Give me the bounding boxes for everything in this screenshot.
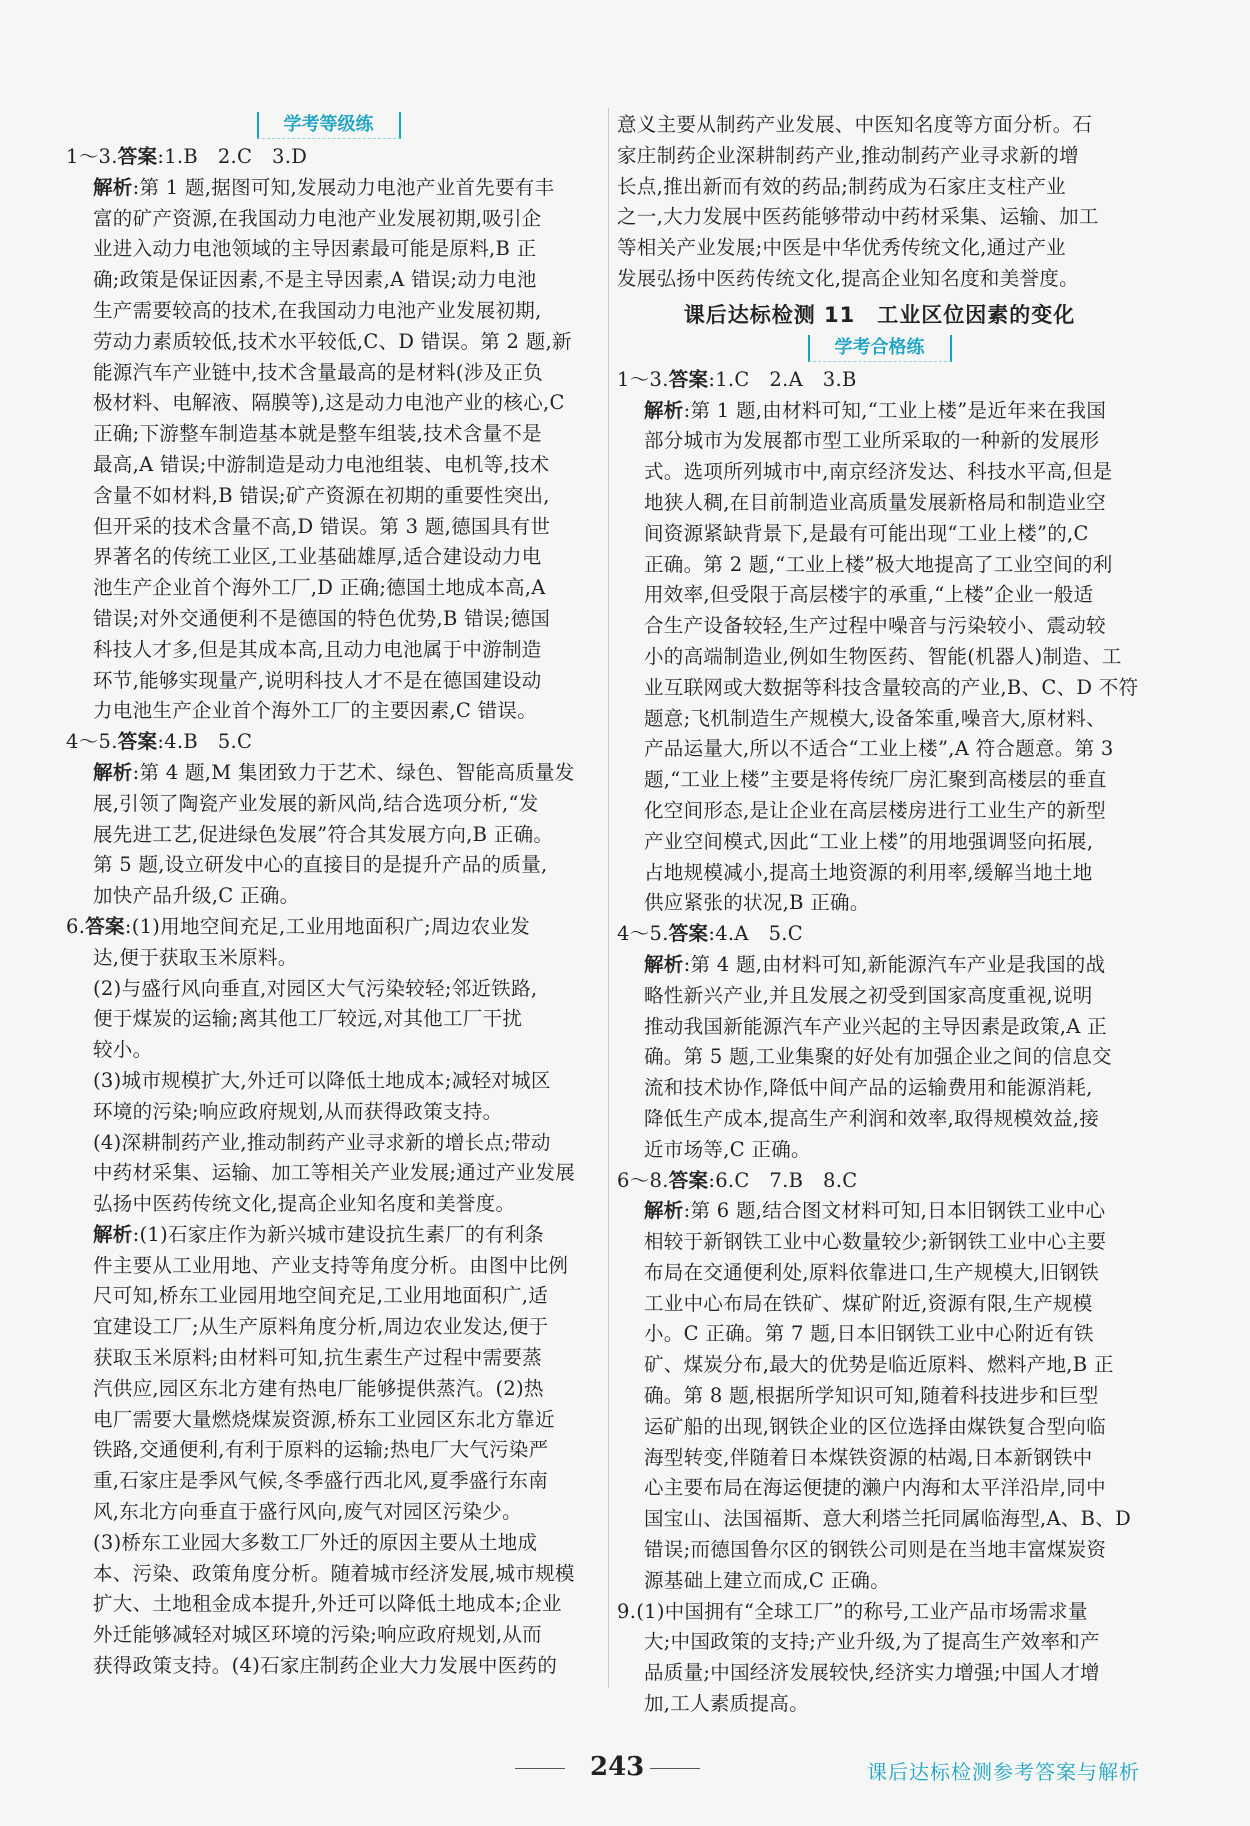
text-line <box>617 1473 1142 1504</box>
text-line <box>66 481 591 512</box>
text-line <box>617 611 1142 642</box>
question-number: 汽供应,园区东北方建有热电厂能够提供蒸汽。(2)热 <box>93 1376 544 1400</box>
text-line <box>66 542 591 573</box>
text-line <box>66 1559 591 1590</box>
question-number: 但开采的技术含量不高,D 错误。第 3 题,德国具有世 <box>93 514 551 538</box>
question-number: 便于煤炭的运输;离其他工厂较远,对其他工厂干扰 <box>93 1007 523 1031</box>
question-number: 工业中心布局在铁矿、煤矿附近,资源有限,生产规模 <box>644 1291 1093 1315</box>
line-text: :第 4 题,由材料可知,新能源汽车产业是我国的战 <box>683 952 1106 976</box>
text-line <box>66 1097 591 1128</box>
section-badge-left: 学考等级练 <box>257 112 401 139</box>
line-text: :第 1 题,据图可知,发展动力电池产业首先要有丰 <box>132 175 555 199</box>
question-number: 确。第 8 题,根据所学知识可知,随着科技进步和巨型 <box>644 1384 1099 1408</box>
running-title: 课后达标检测参考答案与解析 <box>867 1760 1140 1784</box>
text-line <box>617 734 1142 765</box>
text-line <box>617 1012 1142 1043</box>
question-number: 确。第 5 题,工业集聚的好处有加强企业之间的信息交 <box>644 1045 1112 1069</box>
text-line <box>66 1343 591 1374</box>
question-number: 力电池生产企业首个海外工厂的主要因素,C 错误。 <box>93 699 538 723</box>
question-number: 4～5. <box>66 730 118 754</box>
text-line <box>66 943 591 974</box>
text-line <box>617 488 1142 519</box>
question-number: 尺可知,桥东工业园用地空间充足,工业用地面积广,适 <box>93 1284 549 1308</box>
line-text: :第 1 题,由材料可知,“工业上楼”是近年来在我国 <box>683 398 1107 422</box>
question-number: 小的高端制造业,例如生物医药、智能(机器人)制造、工 <box>644 644 1122 668</box>
question-number: 流和技术协作,降低中间产品的运输费用和能源消耗, <box>644 1076 1093 1100</box>
question-number: 布局在交通便利处,原料依靠进口,生产规模大,旧钢铁 <box>644 1260 1100 1284</box>
question-number: 能源汽车产业链中,技术含量最高的是材料(涉及正负 <box>93 360 544 384</box>
text-line <box>66 727 591 758</box>
label-bold: 解析 <box>93 760 133 784</box>
text-line <box>66 142 591 173</box>
question-number: 中药材采集、运输、加工等相关产业发展;通过产业发展 <box>93 1161 576 1185</box>
question-number: 供应紧张的状况,B 正确。 <box>644 891 870 915</box>
question-number: 正确。第 2 题,“工业上楼”极大地提高了工业空间的利 <box>644 552 1113 576</box>
text-line <box>66 265 591 296</box>
text-line <box>617 1135 1142 1166</box>
question-number: 件主要从工业用地、产业支持等角度分析。由图中比例 <box>93 1253 569 1277</box>
text-line <box>66 419 591 450</box>
text-line <box>617 426 1142 457</box>
text-line <box>617 704 1142 735</box>
text-line <box>66 234 591 265</box>
question-number: 品质量;中国经济发展较快,经济实力增强;中国人才增 <box>644 1661 1100 1685</box>
question-number: 获得政策支持。(4)石家庄制药企业大力发展中医药的 <box>93 1654 558 1678</box>
question-number: 题意;飞机制造生产规模大,设备笨重,噪音大,原材料、 <box>644 706 1106 730</box>
question-number: 产业空间模式,因此“工业上楼”的用地强调竖向拓展, <box>644 829 1094 853</box>
text-line <box>66 1004 591 1035</box>
question-number: 小。C 正确。第 7 题,日本旧钢铁工业中心附近有铁 <box>644 1322 1094 1346</box>
line-text: :1.C 2.A 3.B <box>708 367 857 391</box>
text-line <box>66 327 591 358</box>
question-number: 国宝山、法国福斯、意大利塔兰托同属临海型,A、B、D <box>644 1507 1132 1531</box>
question-number: 富的矿产资源,在我国动力电池产业发展初期,吸引企 <box>93 206 542 230</box>
text-line <box>617 519 1142 550</box>
question-number: (2)与盛行风向垂直,对园区大气污染较轻;邻近铁路, <box>93 976 538 1000</box>
question-number: 铁路,交通便利,有利于原料的运输;热电厂大气污染严 <box>93 1438 549 1462</box>
text-line <box>617 1658 1142 1689</box>
text-line <box>617 673 1142 704</box>
line-text: :第 4 题,M 集团致力于艺术、绿色、智能高质量发 <box>132 760 575 784</box>
question-number: 最高,A 错误;中游制造是动力电池组装、电机等,技术 <box>93 452 550 476</box>
text-line <box>617 1258 1142 1289</box>
question-number: 运矿船的出现,钢铁企业的区位选择由煤铁复合型向临 <box>644 1414 1106 1438</box>
text-line <box>66 1251 591 1282</box>
text-line <box>66 1158 591 1189</box>
question-number: 推动我国新能源汽车产业兴起的主导因素是政策,A 正 <box>644 1014 1107 1038</box>
question-number: 弘扬中医药传统文化,提高企业知名度和美誉度。 <box>93 1192 516 1216</box>
label-bold: 解析 <box>644 1199 684 1223</box>
text-line <box>66 1066 591 1097</box>
question-number: 矿、煤炭分布,最大的优势是临近原料、燃料产地,B 正 <box>644 1353 1114 1377</box>
question-number: 第 5 题,设立研发中心的直接目的是提升产品的质量, <box>93 853 548 877</box>
question-number: 6～8. <box>617 1168 669 1192</box>
left-column <box>66 112 591 1682</box>
question-number: (3)桥东工业园大多数工厂外迁的原因主要从土地成 <box>93 1530 538 1554</box>
text-line <box>66 758 591 789</box>
question-number: 产品运量大,所以不适合“工业上楼”,A 符合题意。第 3 <box>644 737 1114 761</box>
footer-dash-right <box>650 1768 700 1769</box>
text-line <box>66 204 591 235</box>
text-line <box>66 1281 591 1312</box>
text-line <box>617 888 1142 919</box>
text-line <box>617 981 1142 1012</box>
text-line <box>617 1504 1142 1535</box>
question-number: 含量不如材料,B 错误;矿产资源在初期的重要性突出, <box>93 483 550 507</box>
column-divider <box>608 108 609 1688</box>
text-line <box>617 1627 1142 1658</box>
question-number: 外迁能够减轻对城区环境的污染;响应政府规划,从而 <box>93 1623 542 1647</box>
question-number: 降低生产成本,提高生产利润和效率,取得规模效益,接 <box>644 1106 1100 1130</box>
question-number: 化空间形态,是让企业在高层楼房进行工业生产的新型 <box>644 798 1106 822</box>
question-number: 较小。 <box>93 1038 153 1062</box>
question-number: 9.(1)中国拥有“全球工厂”的称号,工业产品市场需求量 <box>617 1599 1088 1623</box>
section-badge-right: 学考合格练 <box>808 335 952 362</box>
question-number: 错误;对外交通便利不是德国的特色优势,B 错误;德国 <box>93 606 551 630</box>
question-number: 心主要布局在海运便捷的濑户内海和太平洋沿岸,同中 <box>644 1476 1106 1500</box>
question-number: 相较于新钢铁工业中心数量较少;新钢铁工业中心主要 <box>644 1230 1107 1254</box>
line-text: :4.A 5.C <box>708 922 804 946</box>
question-number: 环境的污染;响应政府规划,从而获得政策支持。 <box>93 1099 503 1123</box>
line-text: :4.B 5.C <box>157 730 253 754</box>
text-line <box>66 974 591 1005</box>
question-number: 达,便于获取玉米原料。 <box>93 945 298 969</box>
text-line <box>66 296 591 327</box>
question-number: 源基础上建立而成,C 正确。 <box>644 1568 891 1592</box>
footer-dash-left <box>515 1768 565 1769</box>
question-number: 正确;下游整车制造基本就是整车组装,技术含量不是 <box>93 422 542 446</box>
line-text: :(1)用地空间充足,工业用地面积广;周边农业发 <box>124 914 530 938</box>
question-number: 确;政策是保证因素,不是主导因素,A 错误;动力电池 <box>93 268 537 292</box>
text-line <box>617 1319 1142 1350</box>
text-line <box>617 919 1142 950</box>
question-number: 宜建设工厂;从生产原料角度分析,周边农业发达,便于 <box>93 1315 549 1339</box>
text-line <box>66 1497 591 1528</box>
text-line <box>617 1535 1142 1566</box>
question-number: 占地规模减小,提高土地资源的利用率,缓解当地土地 <box>644 860 1093 884</box>
page-footer <box>0 1750 1250 1790</box>
text-line <box>617 1104 1142 1135</box>
question-number: 1～3. <box>66 145 118 168</box>
text-line <box>66 1374 591 1405</box>
text-line <box>617 550 1142 581</box>
line-text: :第 6 题,结合图文材料可知,日本旧钢铁工业中心 <box>683 1199 1106 1223</box>
question-number: 界著名的传统工业区,工业基础雄厚,适合建设动力电 <box>93 545 542 569</box>
text-line <box>66 1589 591 1620</box>
text-line <box>66 388 591 419</box>
question-number: (3)城市规模扩大,外迁可以降低土地成本;减轻对城区 <box>93 1068 551 1092</box>
label-bold: 答案 <box>117 145 158 168</box>
text-line <box>66 573 591 604</box>
text-line <box>617 1597 1142 1628</box>
label-bold: 答案 <box>668 367 709 391</box>
question-number: 生产需要较高的技术,在我国动力电池产业发展初期, <box>93 298 542 322</box>
question-number: 业互联网或大数据等科技含量较高的产业,B、C、D 不符 <box>644 675 1139 699</box>
text-line: 意义主要从制药产业发展、中医知名度等方面分析。石 <box>617 113 1093 136</box>
question-number: 本、污染、政策角度分析。随着城市经济发展,城市规模 <box>93 1561 575 1585</box>
text-line <box>617 1196 1142 1227</box>
question-number: 劳动力素质较低,技术水平较低,C、D 错误。第 2 题,新 <box>93 329 572 353</box>
question-number: 略性新兴产业,并且发展之初受到国家高度重视,说明 <box>644 983 1093 1007</box>
text-line <box>66 635 591 666</box>
section-title: 课后达标检测 11 工业区位因素的变化 <box>683 302 1076 327</box>
text-line <box>617 1689 1142 1720</box>
text-line <box>66 1435 591 1466</box>
text-line <box>617 796 1142 827</box>
text-line <box>66 1528 591 1559</box>
text-line <box>617 1412 1142 1443</box>
text-line <box>617 365 1142 396</box>
question-number: 题,“工业上楼”主要是将传统厂房汇聚到高楼层的垂直 <box>644 768 1107 792</box>
text-line <box>617 1350 1142 1381</box>
question-number: 加快产品升级,C 正确。 <box>93 884 300 908</box>
question-number: 海型转变,伴随着日本煤铁资源的枯竭,日本新钢铁中 <box>644 1445 1093 1469</box>
line-text: :1.B 2.C 3.D <box>157 145 308 168</box>
text-line <box>66 912 591 943</box>
right-column <box>617 110 1142 1720</box>
text-line <box>66 696 591 727</box>
text-line <box>617 1166 1142 1197</box>
question-number: 近市场等,C 正确。 <box>644 1137 811 1161</box>
page-number: 243 <box>590 1752 645 1782</box>
question-number: 展先进工艺,促进绿色发展”符合其发展方向,B 正确。 <box>93 822 554 846</box>
question-number: 环节,能够实现量产,说明科技人才不是在德国建设动 <box>93 668 542 692</box>
text-line: 等相关产业发展;中医是中华优秀传统文化,通过产业 <box>617 236 1066 260</box>
text-line: 之一,大力发展中医药能够带动中药材采集、运输、加工 <box>617 205 1099 229</box>
question-number: 大;中国政策的支持;产业升级,为了提高生产效率和产 <box>644 1630 1100 1654</box>
text-line <box>66 450 591 481</box>
question-number: 业进入动力电池领域的主导因素最可能是原料,B 正 <box>93 237 537 261</box>
text-line <box>66 604 591 635</box>
text-line <box>66 820 591 851</box>
text-line <box>617 1073 1142 1104</box>
question-number: 用效率,但受限于高层楼宇的承重,“上楼”企业一般适 <box>644 583 1094 607</box>
question-number: 4～5. <box>617 922 669 946</box>
text-line <box>66 1035 591 1066</box>
label-bold: 答案 <box>117 730 158 754</box>
question-number: 6. <box>66 914 86 938</box>
question-number: 风,东北方向垂直于盛行风向,废气对园区污染少。 <box>93 1500 522 1524</box>
text-line <box>617 950 1142 981</box>
question-number: 电厂需要大量燃烧煤炭资源,桥东工业园区东北方靠近 <box>93 1407 555 1431</box>
line-text: :6.C 7.B 8.C <box>708 1168 858 1192</box>
text-line <box>66 1189 591 1220</box>
text-line: 发展弘扬中医药传统文化,提高企业知名度和美誉度。 <box>617 266 1079 290</box>
question-number: 展,引领了陶瓷产业发展的新风尚,结合选项分析,“发 <box>93 791 539 815</box>
text-line <box>66 1128 591 1159</box>
text-line <box>617 765 1142 796</box>
text-line <box>66 666 591 697</box>
text-line <box>66 358 591 389</box>
text-line <box>66 850 591 881</box>
text-line <box>617 457 1142 488</box>
text-line <box>617 827 1142 858</box>
text-line <box>66 789 591 820</box>
text-line: 长点,推出新而有效的药品;制药成为石家庄支柱产业 <box>617 174 1066 198</box>
label-bold: 解析 <box>644 398 684 422</box>
text-line <box>66 1651 591 1682</box>
text-line <box>617 1566 1142 1597</box>
text-line <box>66 173 591 204</box>
question-number: 重,石家庄是季风气候,冬季盛行西北风,夏季盛行东南 <box>93 1469 549 1493</box>
question-number: 获取玉米原料;由材料可知,抗生素生产过程中需要蒸 <box>93 1346 542 1370</box>
text-line: 家庄制药企业深耕制药产业,推动制药产业寻求新的增 <box>617 143 1079 167</box>
text-line <box>66 1312 591 1343</box>
text-line <box>617 1227 1142 1258</box>
question-number: 极材料、电解液、隔膜等),这是动力电池产业的核心,C <box>93 391 565 415</box>
text-line <box>66 512 591 543</box>
text-line <box>617 1042 1142 1073</box>
question-number: 1～3. <box>617 367 669 391</box>
text-line <box>617 1381 1142 1412</box>
question-number: 加,工人素质提高。 <box>644 1692 809 1716</box>
text-line <box>66 1620 591 1651</box>
label-bold: 答案 <box>668 1168 709 1192</box>
label-bold: 解析 <box>93 1222 133 1246</box>
text-line <box>66 1220 591 1251</box>
question-number: 科技人才多,但是其成本高,且动力电池属于中游制造 <box>93 637 542 661</box>
question-number: 错误;而德国鲁尔区的钢铁公司则是在当地丰富煤炭资 <box>644 1538 1107 1562</box>
question-number: 扩大、土地租金成本提升,外迁可以降低土地成本;企业 <box>93 1592 562 1616</box>
question-number: (4)深耕制药产业,推动制药产业寻求新的增长点;带动 <box>93 1130 551 1154</box>
question-number: 地狭人稠,在目前制造业高质量发展新格局和制造业空 <box>644 490 1106 514</box>
text-line <box>66 881 591 912</box>
label-bold: 答案 <box>668 922 709 946</box>
text-line <box>617 642 1142 673</box>
text-line <box>617 858 1142 889</box>
text-line <box>617 396 1142 427</box>
text-line <box>617 1289 1142 1320</box>
line-text: :(1)石家庄作为新兴城市建设抗生素厂的有利条 <box>132 1222 545 1246</box>
question-number: 合生产设备较轻,生产过程中噪音与污染较小、震动较 <box>644 614 1106 638</box>
label-bold: 解析 <box>644 952 684 976</box>
question-number: 间资源紧缺背景下,是最有可能出现“工业上楼”的,C <box>644 521 1089 545</box>
question-number: 部分城市为发展都市型工业所采取的一种新的发展形 <box>644 429 1100 453</box>
question-number: 式。选项所列城市中,南京经济发达、科技水平高,但是 <box>644 460 1113 484</box>
text-line <box>66 1405 591 1436</box>
text-line <box>617 580 1142 611</box>
text-line <box>66 1466 591 1497</box>
label-bold: 解析 <box>93 175 133 199</box>
text-line <box>617 1443 1142 1474</box>
question-number: 池生产企业首个海外工厂,D 正确;德国土地成本高,A <box>93 576 546 600</box>
label-bold: 答案 <box>85 914 125 938</box>
